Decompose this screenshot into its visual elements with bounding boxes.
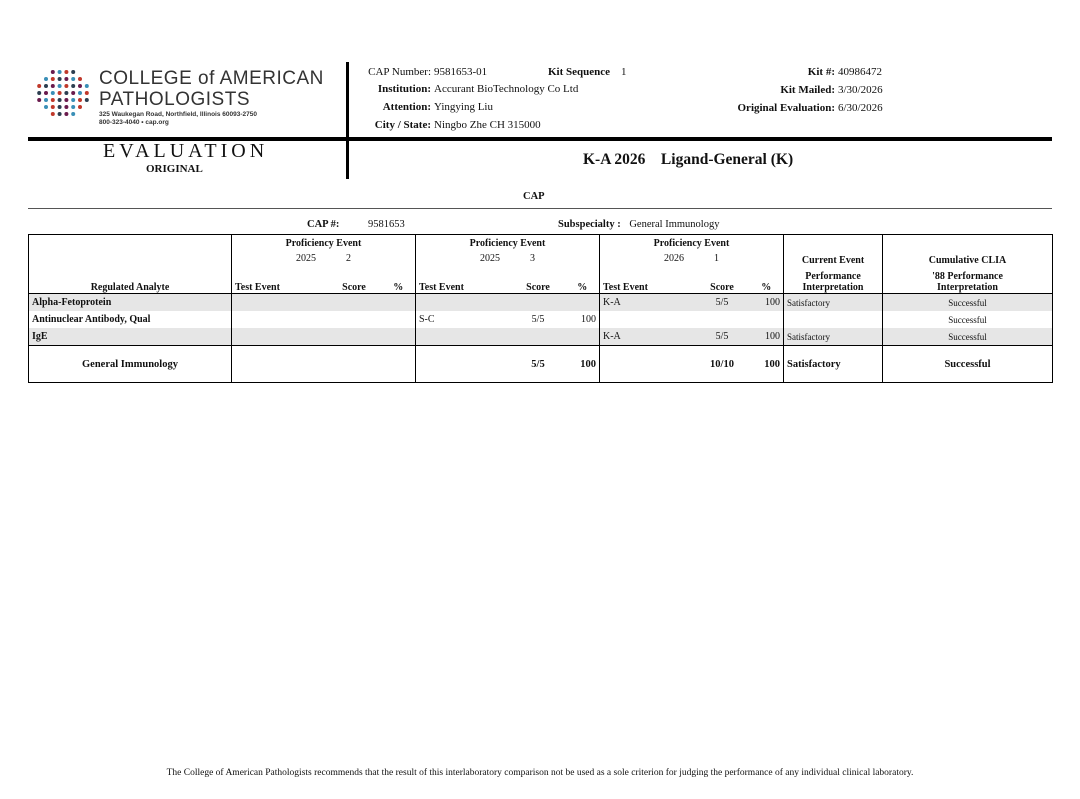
logo-dot xyxy=(71,77,75,81)
logo-dot xyxy=(64,98,68,102)
kit-mailed-label: Kit Mailed: xyxy=(780,84,835,96)
logo-dot xyxy=(64,84,68,88)
subspecialty-value: General Immunology xyxy=(629,219,720,230)
logo-dot xyxy=(71,84,75,88)
table-row xyxy=(29,311,1053,328)
logo-title-line1: COLLEGE of AMERICAN xyxy=(99,68,324,89)
institution-value: Accurant BioTechnology Co Ltd xyxy=(434,83,579,95)
row-e3-test: K-A xyxy=(600,328,695,346)
row-e2-test xyxy=(416,294,511,312)
logo-dot xyxy=(44,105,48,109)
logo-dot xyxy=(58,98,62,102)
row-e1-score xyxy=(327,294,382,312)
row-e1-test xyxy=(232,294,327,312)
institution-label: Institution: xyxy=(377,83,431,95)
event-3-period xyxy=(600,252,784,266)
total-current: Satisfactory xyxy=(784,346,883,383)
logo-dot xyxy=(58,91,62,95)
row-current: Satisfactory xyxy=(784,294,883,312)
event-3-number: 1 xyxy=(714,253,719,264)
city-state-value: Ningbo Zhe CH 315000 xyxy=(434,119,541,131)
logo-dot xyxy=(58,84,62,88)
event-2-header: Proficiency Event xyxy=(416,235,600,252)
logo-dot xyxy=(78,91,82,95)
logo-dot xyxy=(71,98,75,102)
attention-value: Yingying Liu xyxy=(434,101,493,113)
logo-dot xyxy=(51,70,55,74)
row-analyte: Antinuclear Antibody, Qual xyxy=(29,311,232,328)
logo-dot xyxy=(71,91,75,95)
logo-dot xyxy=(71,70,75,74)
row-current xyxy=(784,311,883,328)
row-e1-score xyxy=(327,328,382,346)
cap-no-value: 9581653 xyxy=(368,219,405,230)
attention-label: Attention: xyxy=(382,101,431,113)
logo-dot xyxy=(44,77,48,81)
footer-disclaimer: The College of American Pathologists recommends that the result of this interlaboratory comparison not be used as a sole criterion for judging the performance of any individual clinical laboratory. xyxy=(166,768,914,778)
logo-dot xyxy=(51,105,55,109)
logo-dot xyxy=(44,91,48,95)
kit-number-value: 40986472 xyxy=(838,66,882,78)
subspecialty-label: Subspecialty : xyxy=(558,219,621,230)
logo-dot xyxy=(51,112,55,116)
row-clia: Successful xyxy=(883,294,1053,312)
row-e3-test: K-A xyxy=(600,294,695,312)
logo-dot xyxy=(51,91,55,95)
e2-score-header: Score xyxy=(511,266,566,294)
header-divider-vertical xyxy=(346,62,349,179)
logo-title-line2: PATHOLOGISTS xyxy=(99,89,250,110)
logo-dot xyxy=(44,84,48,88)
row-e3-pct xyxy=(750,311,784,328)
current-header-1: Current Event xyxy=(784,252,883,266)
row-e2-test xyxy=(416,328,511,346)
section-divider xyxy=(28,208,1052,209)
total-e2-score: 5/5 xyxy=(511,346,566,383)
current-header-2: Performance xyxy=(805,271,861,282)
e3-pct-header: % xyxy=(750,266,784,294)
logo-dot xyxy=(78,98,82,102)
cap-number-label: CAP Number: xyxy=(368,66,431,78)
cap-number-row xyxy=(307,219,405,230)
logo-dot xyxy=(71,105,75,109)
row-e3-test xyxy=(600,311,695,328)
row-e2-score xyxy=(511,328,566,346)
total-e2-pct: 100 xyxy=(566,346,600,383)
evaluation-title: EVALUATION xyxy=(103,140,269,162)
logo-dot xyxy=(58,70,62,74)
logo-dot xyxy=(85,98,89,102)
cap-logo-icon xyxy=(36,66,90,120)
clia-header-1: Cumulative CLIA xyxy=(883,252,1053,266)
row-e1-pct xyxy=(382,328,416,346)
e1-test-event-header: Test Event xyxy=(232,266,327,294)
logo-dot xyxy=(44,98,48,102)
table-total-row xyxy=(29,346,1053,383)
e2-pct-header: % xyxy=(566,266,600,294)
logo-dot xyxy=(37,84,41,88)
row-e2-test: S-C xyxy=(416,311,511,328)
kit-mailed-value: 3/30/2026 xyxy=(838,84,883,96)
logo-dot xyxy=(64,91,68,95)
row-e1-pct xyxy=(382,294,416,312)
original-evaluation-label: Original Evaluation: xyxy=(737,102,835,114)
logo-dot xyxy=(37,91,41,95)
evaluation-table xyxy=(28,234,1053,383)
row-e3-pct: 100 xyxy=(750,328,784,346)
cap-number-value: 9581653-01 xyxy=(434,66,488,78)
logo-dot xyxy=(78,84,82,88)
row-e1-pct xyxy=(382,311,416,328)
row-e2-score xyxy=(511,294,566,312)
event-3-year: 2026 xyxy=(664,253,684,264)
row-e2-score: 5/5 xyxy=(531,314,545,325)
total-clia: Successful xyxy=(883,346,1053,383)
row-e3-score xyxy=(695,311,750,328)
e1-score-header: Score xyxy=(327,266,382,294)
event-2-period xyxy=(416,252,600,266)
logo-dot xyxy=(58,77,62,81)
row-e3-pct: 100 xyxy=(750,294,784,312)
table-row xyxy=(29,294,1053,312)
row-e3-score: 5/5 xyxy=(695,294,750,312)
clia-header xyxy=(883,266,1053,294)
e3-test-event-header: Test Event xyxy=(600,266,695,294)
logo-dot xyxy=(78,105,82,109)
logo-dot xyxy=(51,77,55,81)
row-e2-pct xyxy=(566,328,600,346)
logo-address: 325 Waukegan Road, Northfield, Illinois 60093-2750 xyxy=(99,111,257,118)
current-header-3: Interpretation xyxy=(802,282,864,293)
clia-header-3: Interpretation xyxy=(937,282,998,293)
evaluation-subtitle: ORIGINAL xyxy=(146,163,203,175)
event-3-header: Proficiency Event xyxy=(600,235,784,252)
e3-score-header: Score xyxy=(695,266,750,294)
row-e1-test xyxy=(232,311,327,328)
row-e3-score: 5/5 xyxy=(695,328,750,346)
row-clia: Successful xyxy=(883,311,1053,328)
event-2-number: 3 xyxy=(530,253,535,264)
logo-phone: 800-323-4040 • cap.org xyxy=(99,119,169,126)
logo-dot xyxy=(51,84,55,88)
total-label: General Immunology xyxy=(29,346,232,383)
row-e2-pct: 100 xyxy=(581,314,596,325)
e1-pct-header: % xyxy=(382,266,416,294)
original-evaluation-value: 6/30/2026 xyxy=(838,102,883,114)
row-e1-score xyxy=(327,311,382,328)
row-clia: Successful xyxy=(883,328,1053,346)
e2-test-event-header: Test Event xyxy=(416,266,511,294)
kit-number-label: Kit #: xyxy=(807,66,835,78)
cap-section-label: CAP xyxy=(523,191,545,202)
logo-dot xyxy=(51,98,55,102)
row-e2-pct xyxy=(566,294,600,312)
logo-dot xyxy=(58,112,62,116)
event-2-year: 2025 xyxy=(480,253,500,264)
row-e1-test xyxy=(232,328,327,346)
subspecialty-row xyxy=(558,219,719,230)
cap-no-label: CAP #: xyxy=(307,219,340,230)
logo-dot xyxy=(64,77,68,81)
logo-dot xyxy=(71,112,75,116)
event-1-year: 2025 xyxy=(296,253,316,264)
logo-dot xyxy=(58,105,62,109)
logo-dot xyxy=(78,77,82,81)
analyte-header: Regulated Analyte xyxy=(29,266,232,294)
logo-dot xyxy=(64,105,68,109)
table-row xyxy=(29,328,1053,346)
logo-dot xyxy=(64,112,68,116)
row-analyte: IgE xyxy=(29,328,232,346)
event-1-number: 2 xyxy=(346,253,351,264)
logo-dot xyxy=(64,70,68,74)
city-state-label: City / State: xyxy=(374,119,431,131)
report-title: K-A 2026 Ligand-General (K) xyxy=(583,151,794,168)
clia-header-2: '88 Performance xyxy=(932,271,1003,282)
row-current: Satisfactory xyxy=(784,328,883,346)
total-e3-score: 10/10 xyxy=(695,346,750,383)
logo-dot xyxy=(85,84,89,88)
current-header xyxy=(784,266,883,294)
total-e3-pct: 100 xyxy=(750,346,784,383)
logo-dot xyxy=(37,98,41,102)
row-analyte: Alpha-Fetoprotein xyxy=(29,294,232,312)
kit-sequence-label: Kit Sequence xyxy=(548,66,611,78)
kit-sequence-value: 1 xyxy=(621,66,627,78)
event-1-period xyxy=(232,252,416,266)
logo-dot xyxy=(85,91,89,95)
event-1-header: Proficiency Event xyxy=(232,235,416,252)
